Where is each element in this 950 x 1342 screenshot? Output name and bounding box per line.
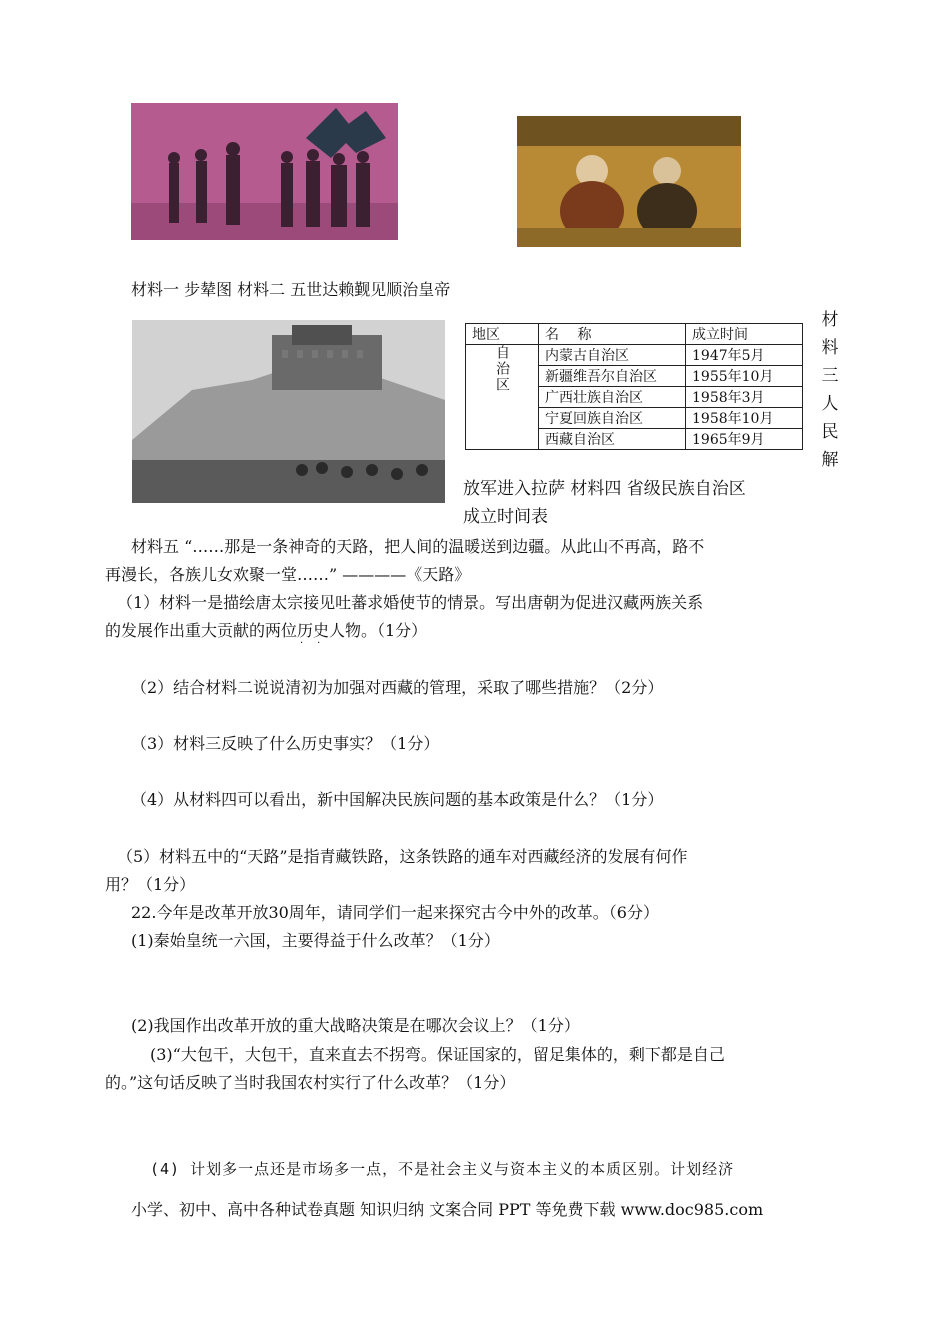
table-cell-date: 1958年10月 [686,408,803,429]
q22-2: (2)我国作出改革开放的重大战略决策是在哪次会议上？（1分） [131,1016,580,1035]
q22-3-line1: (3)“大包干，大包干，直来直去不拐弯。保证国家的，留足集体的，剩下都是自己 [150,1045,725,1064]
emphasis-dots: ·· [300,638,335,649]
table-header-name: 名 称 [539,324,686,345]
q21-3: （3）材料三反映了什么历史事实？（1分） [131,734,440,753]
table-cell-name: 内蒙古自治区 [539,345,686,366]
pla-enters-lhasa-image [132,320,445,503]
table-cell-name: 广西壮族自治区 [539,387,686,408]
caption-materials-1-2: 材料一 步辇图 材料二 五世达赖觐见顺治皇帝 [131,280,451,299]
footer-text: 小学、初中、高中各种试卷真题 知识归纳 文案合同 PPT 等免费下载 www.doc985.com [131,1200,764,1219]
table-cell-date: 1955年10月 [686,366,803,387]
dalai-lama-shunzhi-image [517,116,741,247]
q21-2: （2）结合材料二说说清初为加强对西藏的管理，采取了哪些措施？（2分） [131,678,664,697]
autonomous-region-table [465,323,803,450]
q22-3-line2: 的。”这句话反映了当时我国农村实行了什么改革？（1分） [105,1073,516,1092]
q22-title: 22.今年是改革开放30周年，请同学们一起来探究古今中外的改革。（6分） [131,903,659,922]
table-cell-date: 1947年5月 [686,345,803,366]
q21-5-line2: 用？（1分） [105,875,196,894]
q21-4: （4）从材料四可以看出，新中国解决民族问题的基本政策是什么？（1分） [131,790,664,809]
material-5-line2: 再漫长，各族儿女欢聚一堂……” ————《天路》 [105,565,471,584]
table-header-date: 成立时间 [686,324,803,345]
table-header-region: 地区 [466,324,539,345]
table-cell-name: 新疆维吾尔自治区 [539,366,686,387]
bunian-painting-image [131,103,398,240]
q21-5-line1: （5）材料五中的“天路”是指青藏铁路，这条铁路的通车对西藏经济的发展有何作 [117,847,688,866]
material-5-line1: 材料五 “……那是一条神奇的天路，把人间的温暖送到边疆。从此山不再高，路不 [131,537,705,556]
caption-material-3-vertical: 材料三人民解 [821,310,839,470]
table-region-cell [466,345,539,450]
q21-1-line2: 的发展作出重大贡献的两位历史人物。（1分） [105,621,428,640]
caption-material-3-4: 放军进入拉萨 材料四 省级民族自治区 [463,479,746,499]
table-cell-name: 宁夏回族自治区 [539,408,686,429]
table-cell-date: 1965年9月 [686,429,803,450]
table-region-label: 自治区 [494,345,510,393]
table-cell-date: 1958年3月 [686,387,803,408]
caption-material-4-cont: 成立时间表 [463,507,548,527]
q22-4: (4) 计划多一点还是市场多一点，不是社会主义与资本主义的本质区别。计划经济 [150,1160,735,1178]
q22-1: (1)秦始皇统一六国，主要得益于什么改革？（1分） [131,931,500,950]
q21-1-line1: （1）材料一是描绘唐太宗接见吐蕃求婚使节的情景。写出唐朝为促进汉藏两族关系 [117,593,704,612]
table-cell-name: 西藏自治区 [539,429,686,450]
